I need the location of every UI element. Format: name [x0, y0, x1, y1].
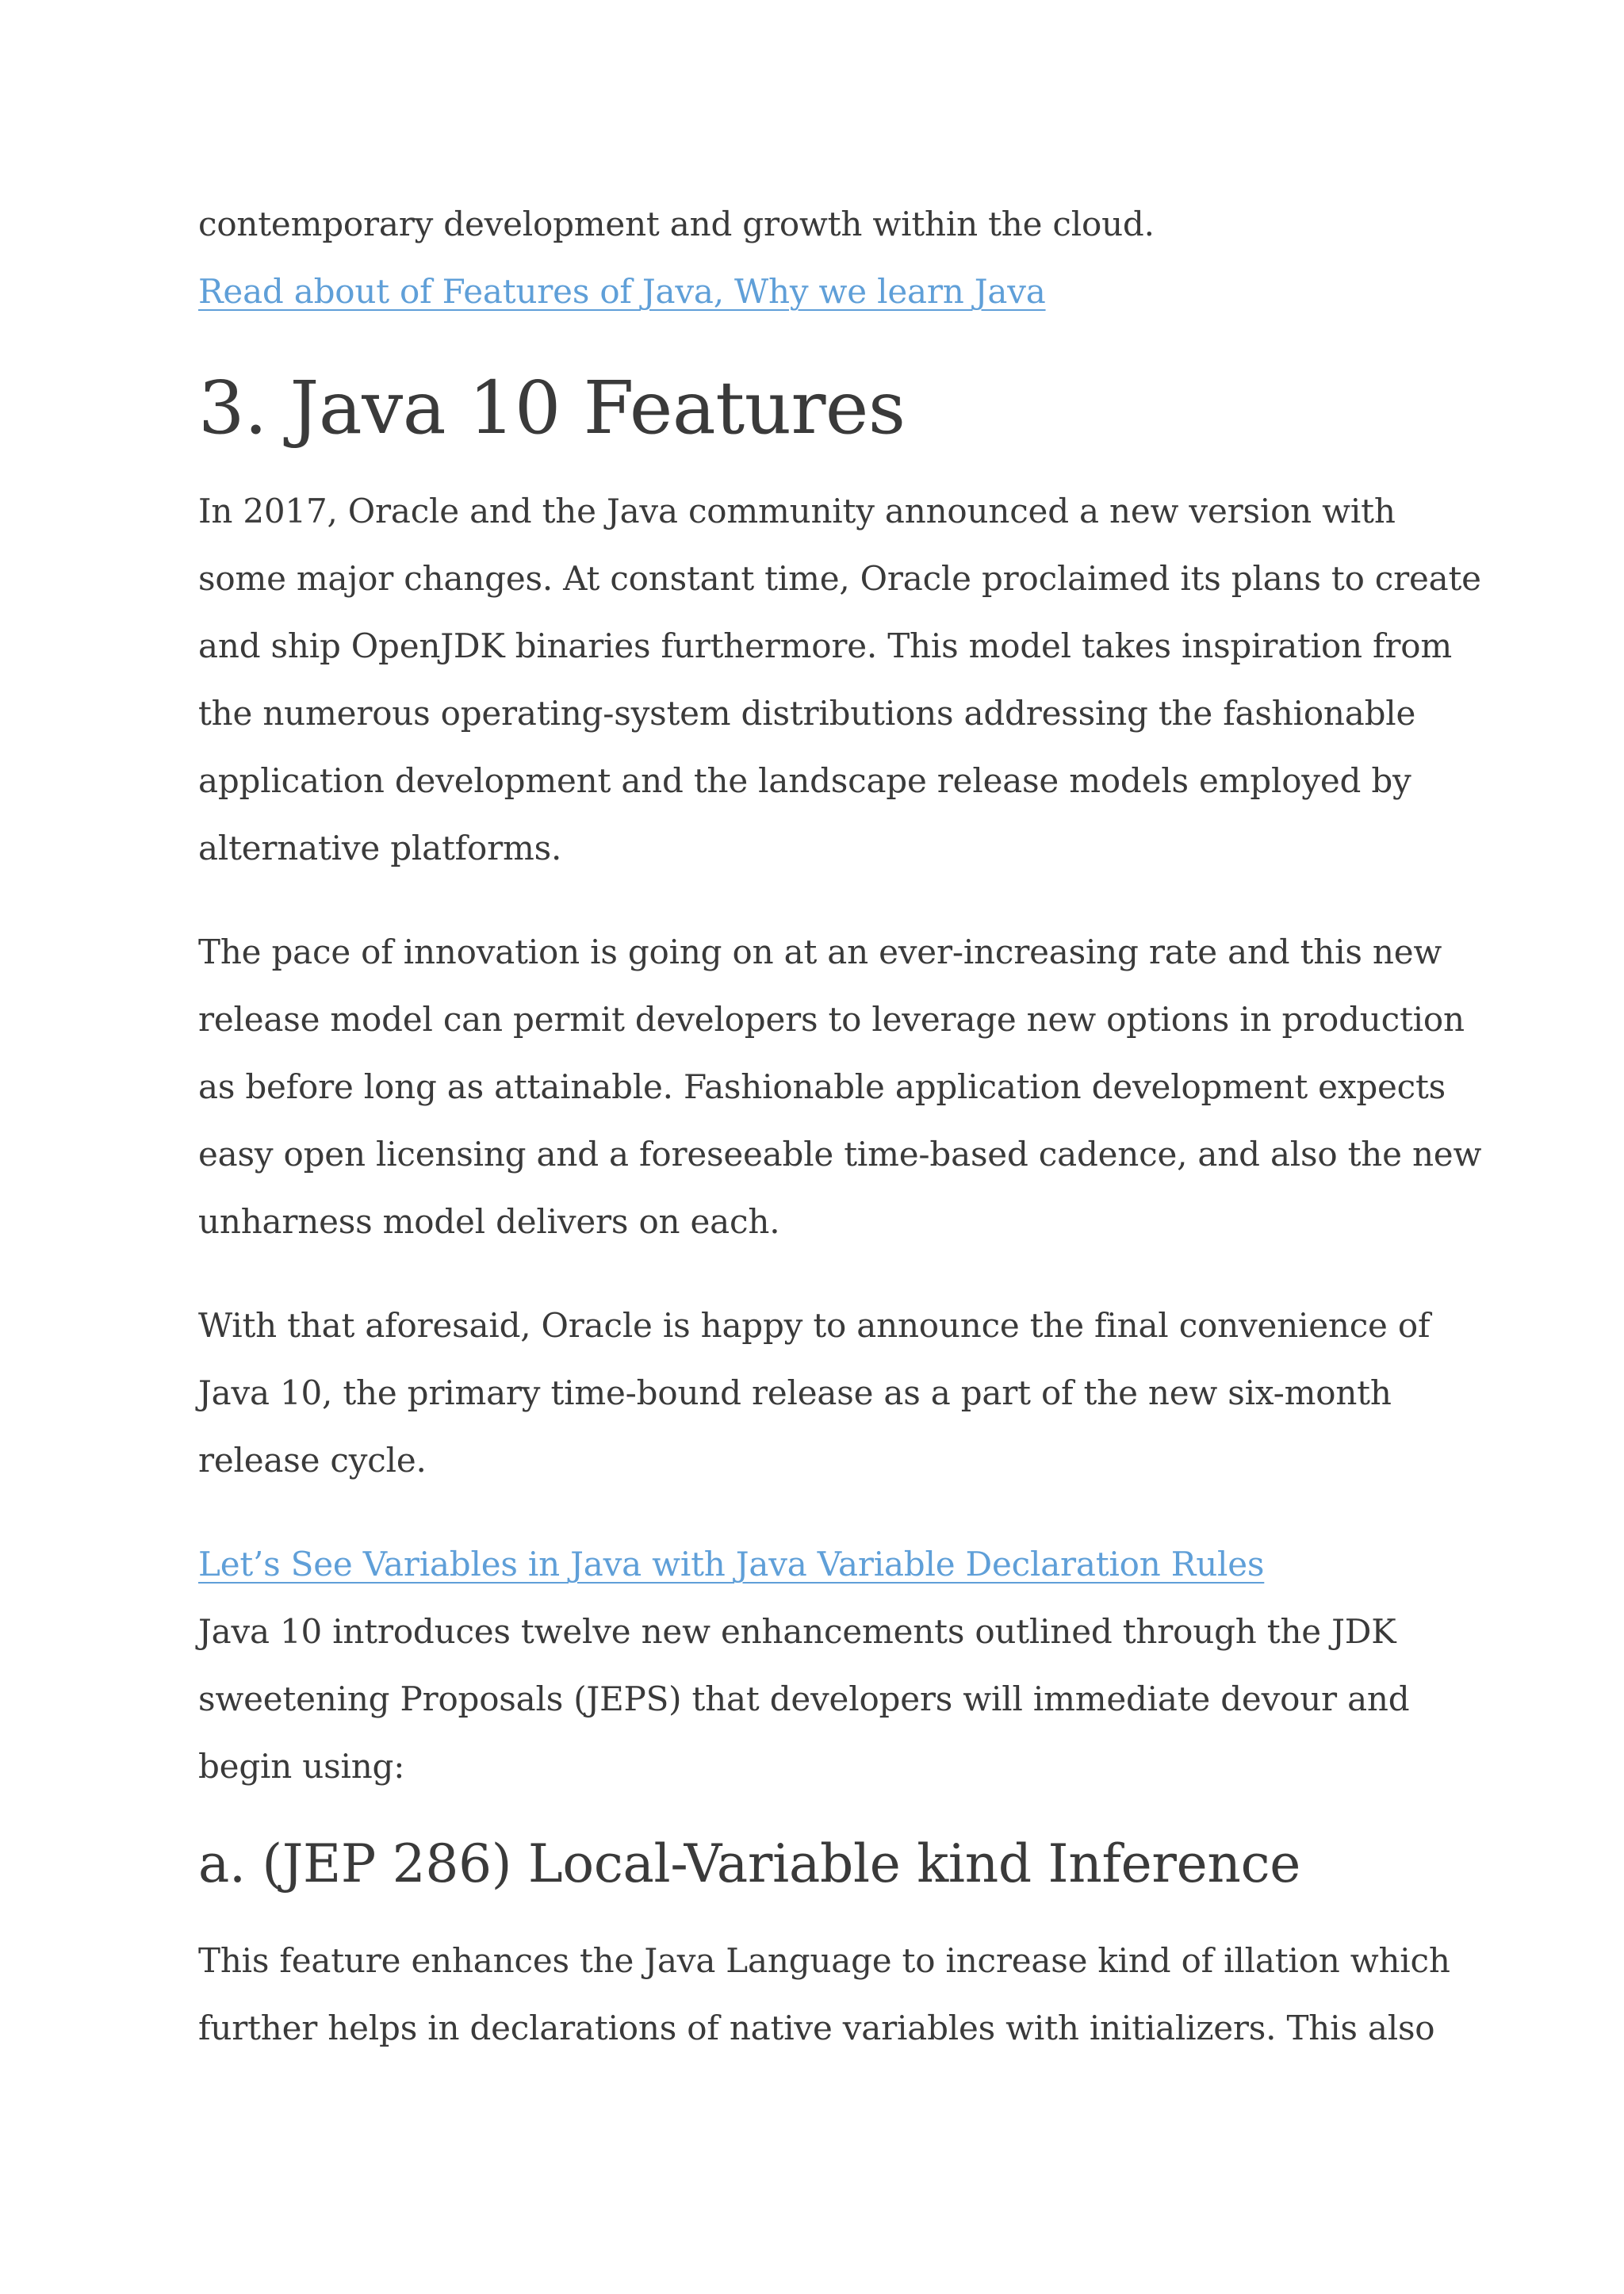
variables-in-java-link[interactable]: Let’s See Variables in Java with Java Variable Declaration Rules: [198, 1545, 1265, 1584]
intro-text: contemporary development and growth within the cloud.: [198, 205, 1155, 243]
paragraph-line: application development and the landscape release models employed by: [198, 761, 1411, 800]
paragraph-line: some major changes. At constant time, Oracle proclaimed its plans to create: [198, 559, 1481, 598]
paragraph-line: easy open licensing and a foreseeable time-based cadence, and also the new: [198, 1135, 1482, 1174]
section-title: 3. Java 10 Features: [198, 366, 906, 450]
paragraph-line: the numerous operating-system distributions addressing the fashionable: [198, 694, 1416, 733]
paragraph-2: [198, 918, 1482, 1255]
paragraph-line: With that aforesaid, Oracle is happy to announce the final convenience of: [198, 1306, 1431, 1345]
article-content: [198, 190, 1482, 2062]
paragraph-line: sweetening Proposals (JEPS) that developers will immediate devour and: [198, 1679, 1410, 1718]
paragraph-1: [198, 477, 1481, 882]
paragraph-line: Java 10 introduces twelve new enhancements outlined through the JDK: [198, 1612, 1396, 1651]
paragraph-3: [198, 1292, 1451, 1494]
subsection-title: a. (JEP 286) Local-Variable kind Inference: [198, 1833, 1301, 1894]
paragraph-line: release cycle.: [198, 1441, 427, 1480]
paragraph-line: unharness model delivers on each.: [198, 1202, 780, 1241]
paragraph-line: In 2017, Oracle and the Java community announced a new version with: [198, 492, 1396, 530]
paragraph-line: as before long as attainable. Fashionable application development expects: [198, 1067, 1446, 1106]
paragraph-line: begin using:: [198, 1747, 405, 1786]
features-of-java-link[interactable]: Read about of Features of Java, Why we learn Java: [198, 272, 1046, 311]
paragraph-4: [198, 1598, 1451, 1800]
paragraph-line: The pace of innovation is going on at an ever-increasing rate and this new: [198, 933, 1442, 971]
paragraph-line: This feature enhances the Java Language to increase kind of illation which: [198, 1941, 1450, 1980]
paragraph-line: release model can permit developers to leverage new options in production: [198, 1000, 1465, 1039]
paragraph-line: and ship OpenJDK binaries furthermore. This model takes inspiration from: [198, 626, 1452, 665]
paragraph-line: Java 10, the primary time-bound release as a part of the new six-month: [198, 1373, 1392, 1412]
paragraph-line: alternative platforms.: [198, 829, 562, 867]
paragraph-5: [198, 1927, 1451, 2062]
paragraph-line: further helps in declarations of native variables with initializers. This also: [198, 2009, 1435, 2047]
